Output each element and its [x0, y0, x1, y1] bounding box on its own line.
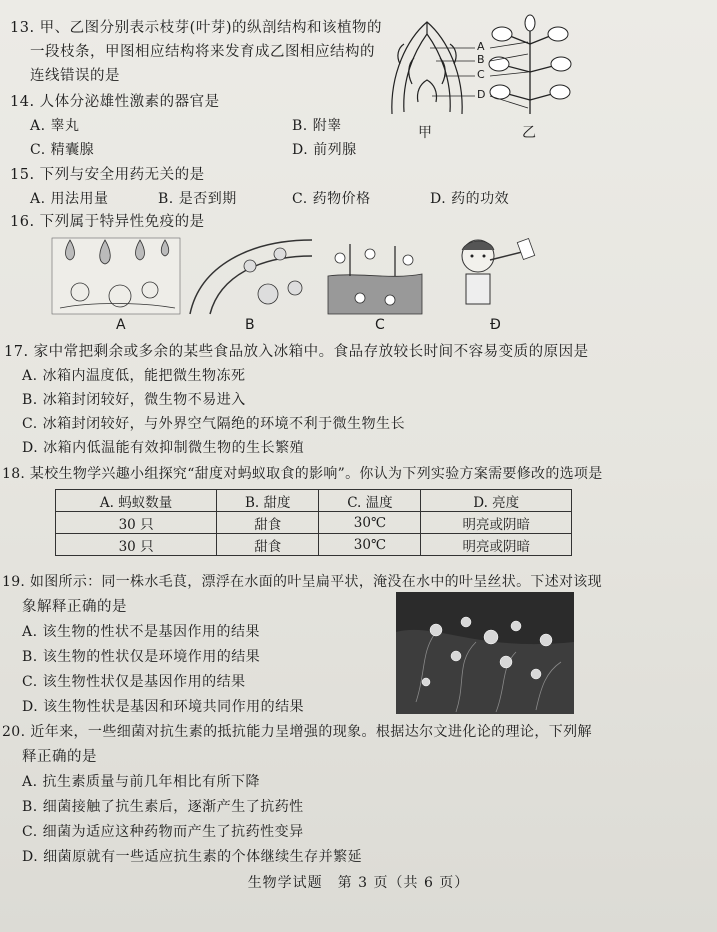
- picture-c-skin-icon: [328, 244, 422, 314]
- q13-label-a: A: [477, 40, 485, 53]
- q17-option-a: A. 冰箱内温度低，能把微生物冻死: [22, 368, 246, 384]
- table-cell: 明亮或阴暗: [421, 512, 572, 534]
- q15-option-a: A. 用法用量: [30, 191, 109, 207]
- q16-label-d: Đ: [490, 317, 501, 333]
- header-cell: A. 蚂蚁数量: [56, 490, 217, 512]
- q13-stem-line2: 一段枝条，甲图相应结构将来发育成乙图相应结构的: [30, 44, 375, 60]
- q19-option-d: D. 该生物性状是基因和环境共同作用的结果: [22, 699, 305, 715]
- q20-stem-line2: 释正确的是: [22, 749, 97, 765]
- q16-label-c: C: [375, 317, 385, 333]
- table-cell: 甜食: [217, 534, 319, 556]
- q20-stem-line1: 20. 近年来，一些细菌对抗生素的抵抗能力呈增强的现象。根据达尔文进化论的理论，下列解: [2, 724, 592, 740]
- q16-stem: 16. 下列属于特异性免疫的是: [10, 214, 205, 230]
- q20-option-c: C. 细菌为适应这种药物而产生了抗药性变异: [22, 824, 304, 840]
- q14-option-c: C. 精囊腺: [30, 142, 95, 158]
- header-cell: B. 甜度: [217, 490, 319, 512]
- q20-option-a: A. 抗生素质量与前几年相比有所下降: [22, 774, 261, 790]
- q13-stem-line3: 连线错误的是: [30, 68, 120, 84]
- q18-stem: 18. 某校生物学兴趣小组探究“甜度对蚂蚁取食的影响”。你认为下列实验方案需要修改的选项是: [2, 466, 603, 482]
- table-row: [56, 534, 572, 556]
- q17-option-b: B. 冰箱封闭较好，微生物不易进入: [22, 392, 246, 408]
- picture-a-tears-icon: [52, 238, 180, 314]
- table-row: [56, 512, 572, 534]
- q19-stem-line1: 19. 如图所示：同一株水毛茛，漂浮在水面的叶呈扁平状，淹没在水中的叶呈丝状。下述对该现: [2, 574, 602, 590]
- q14-option-d: D. 前列腺: [292, 142, 357, 158]
- q19-stem-line2: 象解释正确的是: [22, 599, 127, 615]
- q20-option-b: B. 细菌接触了抗生素后，逐渐产生了抗药性: [22, 799, 304, 815]
- q13-caption-jia: 甲: [418, 125, 432, 141]
- table-cell: 甜食: [217, 512, 319, 534]
- immunity-pictures: [50, 236, 550, 316]
- q15-option-b: B. 是否到期: [158, 191, 237, 207]
- q14-option-b: B. 附睾: [292, 118, 342, 134]
- page-footer: 生物学试题 第 3 页（共 6 页）: [247, 875, 470, 891]
- q14-stem: 14. 人体分泌雄性激素的器官是: [10, 94, 220, 110]
- picture-d-vaccination-icon: [462, 238, 535, 304]
- table-cell: 30℃: [319, 512, 421, 534]
- q16-label-a: A: [116, 317, 126, 333]
- q19-option-b: B. 该生物的性状仅是环境作用的结果: [22, 649, 261, 665]
- q13-label-c: C: [477, 68, 485, 81]
- q17-stem: 17. 家中常把剩余或多余的某些食品放入冰箱中。食品存放较长时间不容易变质的原因是: [4, 344, 589, 360]
- q15-option-d: D. 药的功效: [430, 191, 510, 207]
- q14-option-a: A. 睾丸: [30, 118, 80, 134]
- q18-experiment-table: [55, 489, 572, 556]
- q15-stem: 15. 下列与安全用药无关的是: [10, 167, 205, 183]
- q13-label-b: B: [477, 53, 485, 66]
- header-cell: C. 温度: [319, 490, 421, 512]
- water-buttercup-photo: [396, 592, 574, 714]
- table-header-row: [56, 490, 572, 512]
- q17-option-c: C. 冰箱封闭较好，与外界空气隔绝的环境不利于微生物生长: [22, 416, 406, 432]
- header-cell: D. 亮度: [421, 490, 572, 512]
- q15-option-c: C. 药物价格: [292, 191, 371, 207]
- table-cell: 30℃: [319, 534, 421, 556]
- q19-option-c: C. 该生物性状仅是基因作用的结果: [22, 674, 246, 690]
- table-cell: 30 只: [56, 534, 217, 556]
- q17-option-d: D. 冰箱内低温能有效抑制微生物的生长繁殖: [22, 440, 305, 456]
- q13-caption-yi: 乙: [522, 125, 536, 141]
- q16-label-b: B: [245, 317, 255, 333]
- q13-label-d: D: [477, 88, 486, 101]
- q13-stem-line1: 13. 甲、乙图分别表示枝芽(叶芽)的纵剖结构和该植物的: [10, 20, 382, 36]
- table-cell: 30 只: [56, 512, 217, 534]
- q19-option-a: A. 该生物的性状不是基因作用的结果: [22, 624, 261, 640]
- table-cell: 明亮或阴暗: [421, 534, 572, 556]
- q20-option-d: D. 细菌原就有一些适应抗生素的个体继续生存并繁延: [22, 849, 363, 865]
- picture-b-phagocyte-icon: [190, 240, 312, 314]
